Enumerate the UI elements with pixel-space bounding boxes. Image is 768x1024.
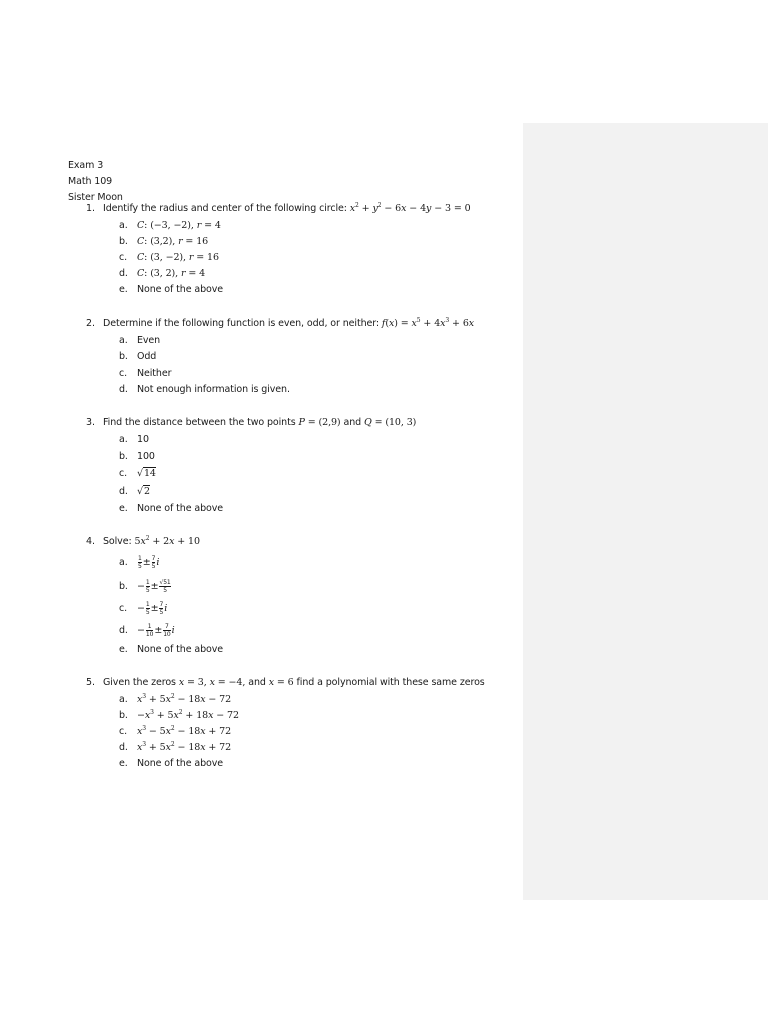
course-name: Math 109 bbox=[68, 176, 113, 187]
question-text: Identify the radius and center of the following circle: bbox=[103, 203, 350, 214]
question-4 bbox=[86, 536, 200, 548]
zeros-math: x = 3, x = −4, bbox=[178, 677, 246, 688]
option-3e[interactable]: e. None of the above bbox=[119, 503, 224, 514]
option-2d[interactable]: d. Not enough information is given. bbox=[119, 384, 290, 395]
question-2 bbox=[86, 318, 474, 330]
question-3: 3. Find the distance between the two points P = (2,9) and Q = (10, 3) bbox=[86, 417, 417, 428]
point-q: Q = (10, 3) bbox=[363, 417, 417, 428]
option-3a[interactable]: a. 10 bbox=[119, 434, 149, 445]
option-4b[interactable]: b. − $\frac{1}{5}$ ± $\frac{√51}{5}$ bbox=[119, 579, 171, 594]
option-4a[interactable]: a. $\frac{1}{5}$ ± $\frac{7}{5}$ i bbox=[119, 555, 160, 570]
option-3c[interactable]: c. √14 bbox=[119, 468, 156, 479]
option-math: C: (3, 2), r = 4 bbox=[137, 268, 206, 279]
question-number: 5. bbox=[86, 677, 95, 688]
question-number: 4. bbox=[86, 536, 95, 547]
option-4c[interactable]: c. − $\frac{1}{5}$ ± $\frac{7}{5}$ i bbox=[119, 601, 168, 616]
option-4d[interactable]: d. − $\frac{1}{10}$ ± $\frac{7}{10}$ i bbox=[119, 623, 175, 638]
question-text: Solve: bbox=[103, 536, 135, 547]
question-1 bbox=[86, 203, 471, 215]
question-math: $x^2 + y^2 - 6x - 4y - 3 = 0$ bbox=[349, 202, 471, 214]
option-math: C: (3,2), r = 16 bbox=[137, 236, 209, 247]
option-math: C: (−3, −2), r = 4 bbox=[137, 220, 221, 231]
question-math: $f(x) = x^5 + 4x^3 + 6x$ bbox=[381, 317, 475, 329]
option-1e[interactable]: e. None of the above bbox=[119, 284, 224, 295]
question-number: 2. bbox=[86, 318, 95, 329]
option-2a[interactable]: a. Even bbox=[119, 335, 161, 346]
option-5d[interactable]: d. $x^3 + 5x^2 - 18x + 72$ bbox=[119, 741, 232, 753]
option-3d[interactable]: d. √2 bbox=[119, 486, 150, 497]
option-1a[interactable]: a. C: (−3, −2), r = 4 bbox=[119, 220, 221, 231]
option-1c[interactable]: c. C: (3, −2), r = 16 bbox=[119, 252, 219, 263]
sqrt-expression: √2 bbox=[137, 486, 150, 497]
option-math: C: (3, −2), r = 16 bbox=[137, 252, 219, 263]
question-5: 5. Given the zeros x = 3, x = −4, and x = 6 find a polynomial with these same zeros bbox=[86, 677, 485, 688]
question-number: 3. bbox=[86, 417, 95, 428]
option-3b[interactable]: b. 100 bbox=[119, 451, 155, 462]
comment-pane bbox=[523, 123, 768, 900]
instructor-name: Sister Moon bbox=[68, 192, 123, 203]
option-1b[interactable]: b. C: (3,2), r = 16 bbox=[119, 236, 209, 247]
question-number: 1. bbox=[86, 203, 95, 214]
sqrt-expression: √14 bbox=[137, 468, 156, 479]
option-5e[interactable]: e. None of the above bbox=[119, 758, 224, 769]
option-2c[interactable]: c. Neither bbox=[119, 368, 172, 379]
option-5a[interactable]: a. $x^3 + 5x^2 - 18x - 72$ bbox=[119, 693, 232, 705]
exam-title: Exam 3 bbox=[68, 160, 104, 171]
option-5b[interactable]: b. $-x^3 + 5x^2 + 18x - 72$ bbox=[119, 709, 239, 721]
point-p: P = (2,9) bbox=[298, 417, 341, 428]
question-math: $5x^2 + 2x + 10$ bbox=[134, 535, 200, 547]
option-2b[interactable]: b. Odd bbox=[119, 351, 157, 362]
question-text: Find the distance between the two points bbox=[103, 417, 299, 428]
option-1d[interactable]: d. C: (3, 2), r = 4 bbox=[119, 268, 206, 279]
option-4e[interactable]: e. None of the above bbox=[119, 644, 224, 655]
question-text: Determine if the following function is even, odd, or neither: bbox=[103, 318, 382, 329]
option-5c[interactable]: c. $x^3 - 5x^2 - 18x + 72$ bbox=[119, 725, 232, 737]
